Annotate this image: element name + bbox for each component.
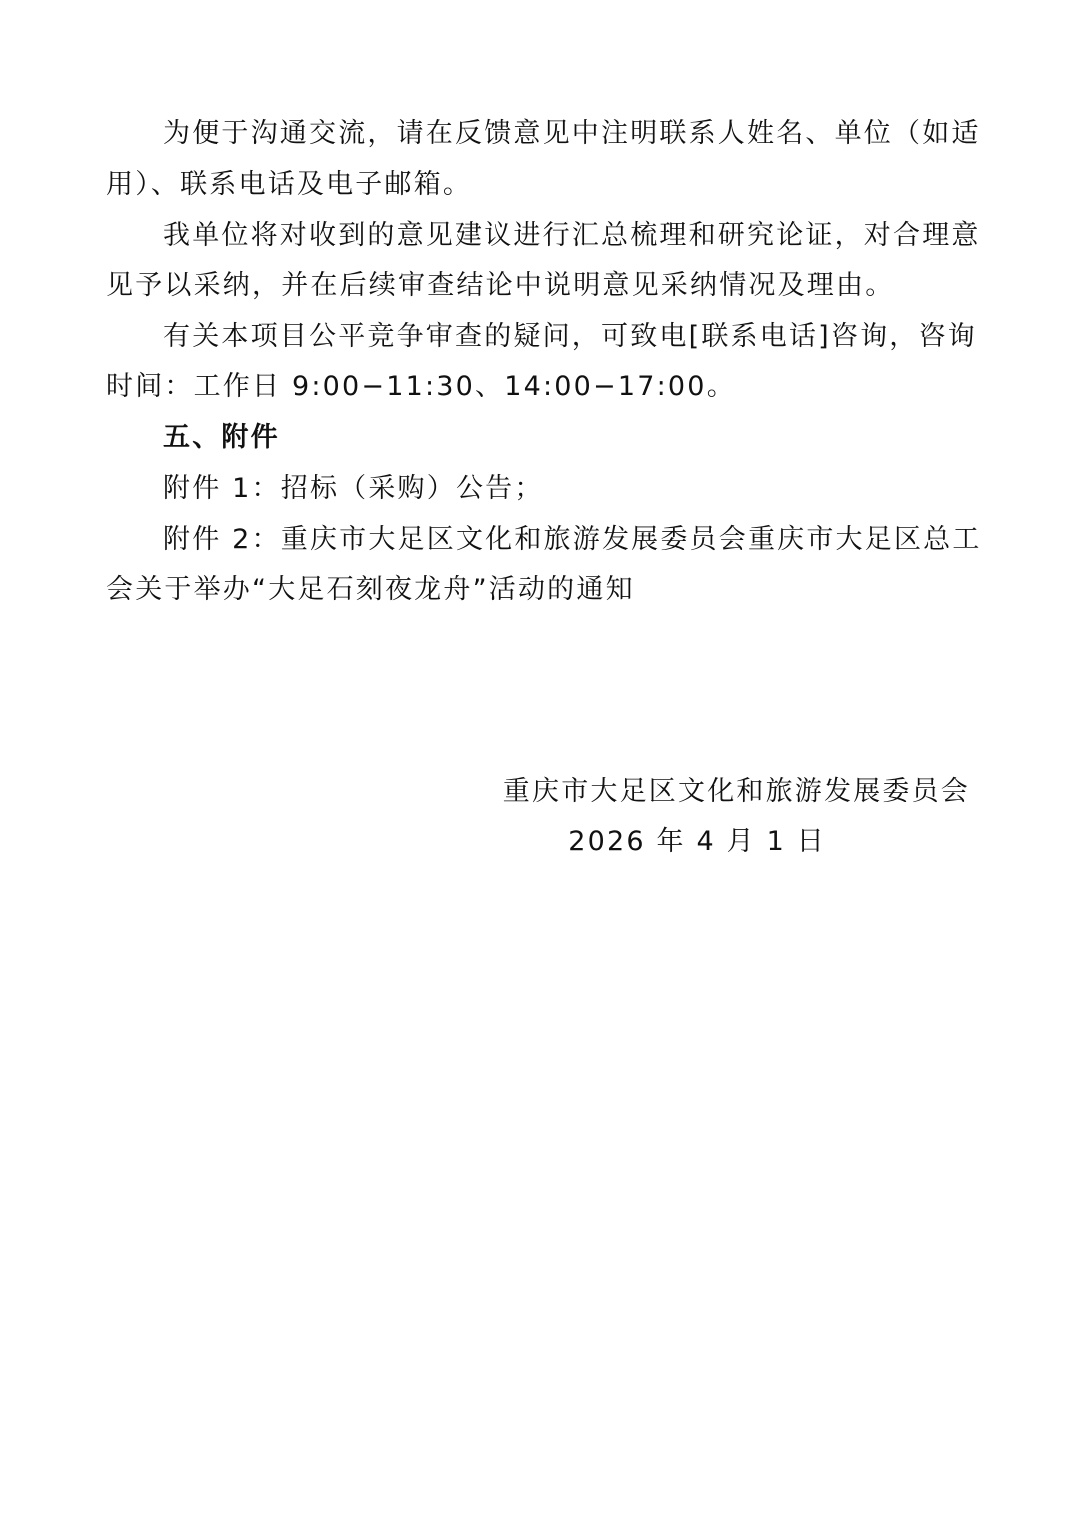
signature-organization: 重庆市大足区文化和旅游发展委员会 — [502, 776, 970, 807]
paragraph-review-line-2: 见予以采纳，并在后续审查结论中说明意见采纳情况及理由。 — [106, 270, 895, 301]
attachment-2-line-1: 附件 2：重庆市大足区文化和旅游发展委员会重庆市大足区总工 — [163, 524, 982, 555]
paragraph-review-line-1: 我单位将对收到的意见建议进行汇总梳理和研究论证，对合理意 — [163, 220, 981, 251]
signature-date: 2026 年 4 月 1 日 — [568, 826, 826, 857]
paragraph-inquiry-line-1: 有关本项目公平竞争审查的疑问，可致电[联系电话]咨询，咨询 — [163, 321, 977, 352]
attachment-2-line-2: 会关于举办“大足石刻夜龙舟”活动的通知 — [106, 574, 635, 605]
paragraph-inquiry-line-2: 时间：工作日 9:00−11:30、14:00−17:00。 — [106, 371, 736, 402]
section-heading-attachments: 五、附件 — [163, 422, 280, 453]
paragraph-contact-line-2: 用）、联系电话及电子邮箱。 — [106, 169, 473, 200]
attachment-1: 附件 1：招标（采购）公告； — [163, 473, 544, 504]
paragraph-contact-line-1: 为便于沟通交流，请在反馈意见中注明联系人姓名、单位（如适 — [163, 118, 981, 149]
